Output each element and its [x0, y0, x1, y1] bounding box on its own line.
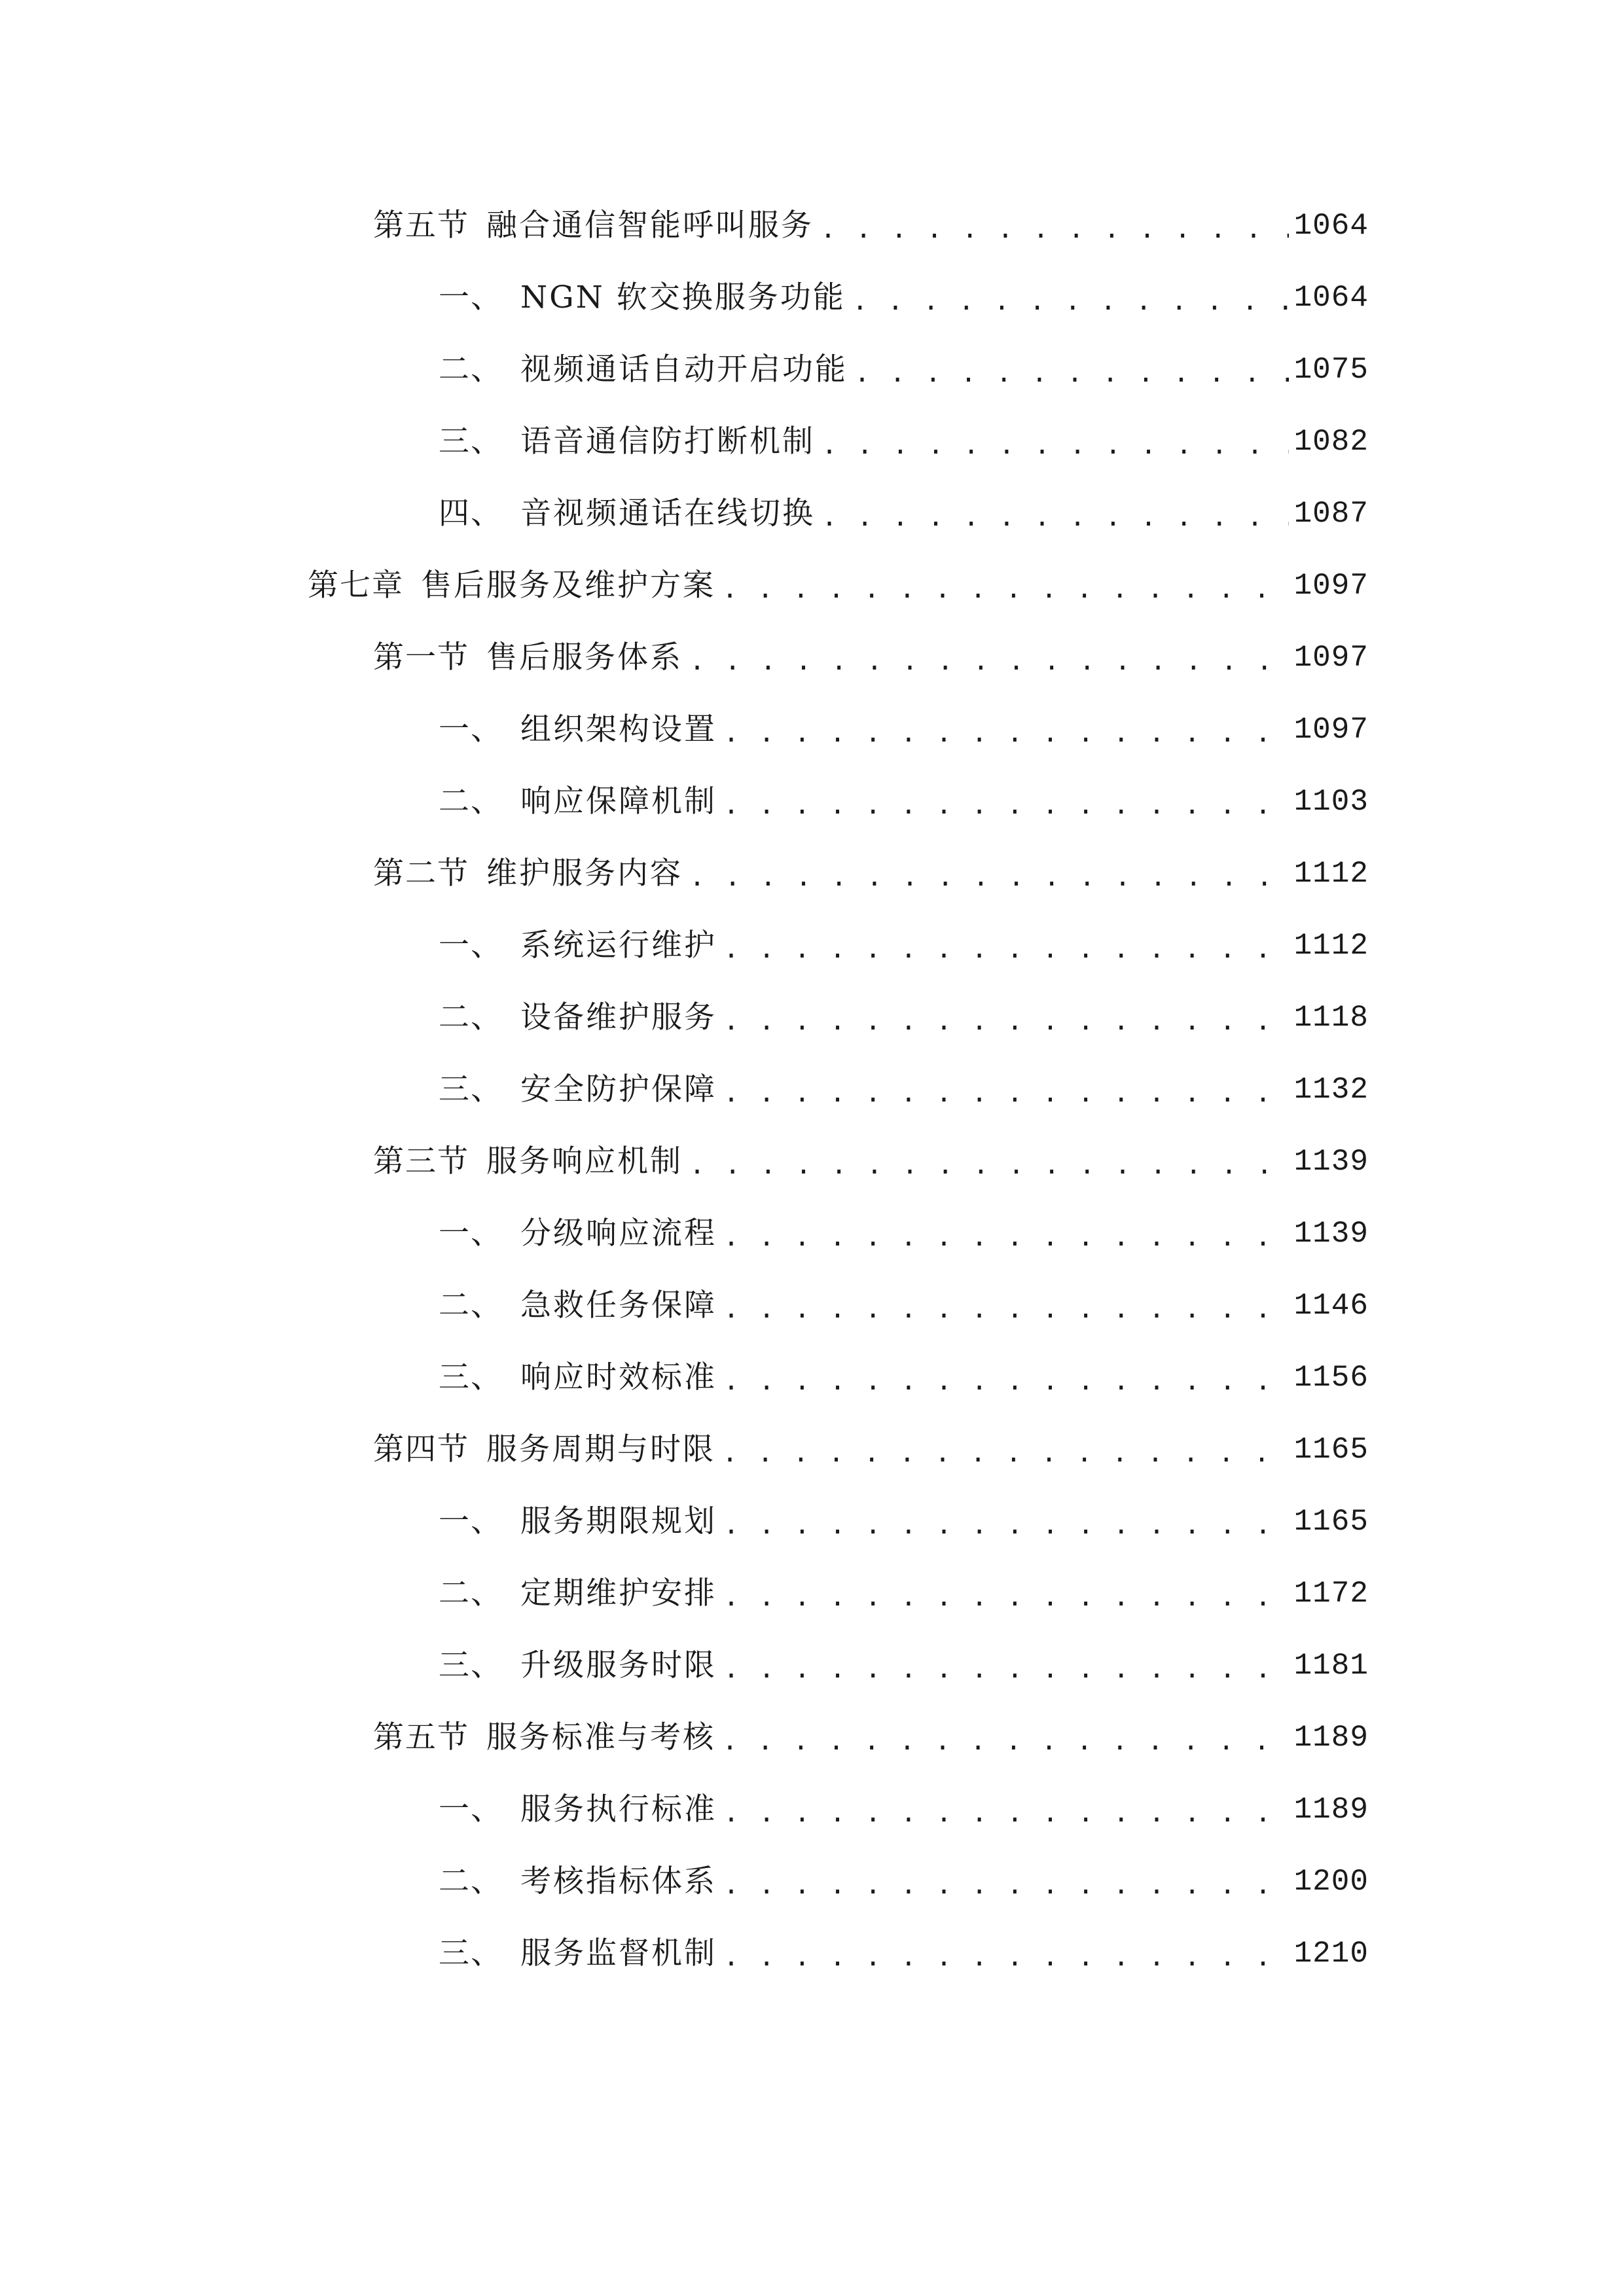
toc-entry-item[interactable]: [0, 478, 1624, 550]
dot-leader: [820, 206, 1289, 245]
toc-page-number: 1132: [1293, 1073, 1369, 1107]
dot-leader: [689, 1142, 1289, 1181]
toc-page-number: 1181: [1293, 1649, 1369, 1683]
toc-entry-number: 三、: [439, 423, 503, 459]
toc-entry-heading: 服务监督机制: [520, 1935, 717, 1971]
toc-entry-title: [439, 1574, 717, 1613]
toc-entry-title: [308, 566, 715, 605]
toc-entry-heading: 设备维护服务: [520, 999, 717, 1035]
toc-entry-title: [439, 1862, 717, 1901]
toc-entry-heading: 售后服务体系: [486, 639, 683, 675]
toc-entry-title: [439, 782, 717, 821]
toc-entry-item[interactable]: [0, 1918, 1624, 1990]
toc-entry-number: 一、: [439, 1791, 503, 1827]
toc-page-number: 1112: [1293, 929, 1369, 963]
toc-page-number: 1189: [1293, 1793, 1369, 1827]
dot-leader: [722, 1718, 1289, 1757]
toc-entry-title: [439, 926, 717, 965]
toc-page-number: 1064: [1293, 209, 1369, 243]
toc-entry-title: [439, 1934, 717, 1973]
toc-entry-item[interactable]: [0, 1054, 1624, 1126]
dot-leader: [723, 1862, 1289, 1901]
toc-page-number: 1087: [1293, 497, 1369, 531]
toc-entry-heading: 考核指标体系: [520, 1863, 717, 1899]
dot-leader: [723, 1214, 1289, 1253]
toc-entry-number: 二、: [439, 1575, 503, 1611]
toc-entry-number: 第一节: [373, 639, 469, 675]
toc-entry-title: [439, 1358, 717, 1397]
toc-entry-number: 二、: [439, 1287, 503, 1323]
toc-entry-title: [439, 1286, 717, 1325]
toc-entry-item[interactable]: [0, 1342, 1624, 1414]
toc-entry-section[interactable]: [0, 1414, 1624, 1486]
toc-page-number: 1118: [1293, 1001, 1369, 1035]
table-of-contents: [0, 190, 1624, 1990]
toc-page-number: 1210: [1293, 1937, 1369, 1971]
toc-entry-item[interactable]: [0, 406, 1624, 478]
toc-entry-heading: 系统运行维护: [520, 927, 717, 963]
toc-page-number: 1156: [1293, 1361, 1369, 1395]
toc-entry-number: 第三节: [373, 1143, 469, 1179]
toc-entry-number: 一、: [439, 1503, 503, 1539]
toc-entry-number: 第四节: [373, 1431, 469, 1467]
dot-leader: [689, 638, 1289, 677]
toc-entry-title: [439, 278, 846, 317]
toc-entry-title: [439, 350, 848, 389]
toc-entry-item[interactable]: [0, 1558, 1624, 1630]
toc-entry-title: [373, 1430, 715, 1469]
toc-entry-number: 三、: [439, 1647, 503, 1683]
toc-entry-heading: 融合通信智能呼叫服务: [486, 207, 814, 243]
toc-entry-heading: 急救任务保障: [520, 1287, 717, 1323]
dot-leader: [723, 1646, 1289, 1685]
toc-entry-title: [439, 1502, 717, 1541]
toc-entry-title: [439, 422, 815, 461]
dot-leader: [723, 998, 1289, 1037]
toc-entry-title: [439, 1790, 717, 1829]
toc-page-number: 1165: [1293, 1505, 1369, 1539]
toc-entry-number: 第二节: [373, 855, 469, 891]
toc-entry-heading: 售后服务及维护方案: [421, 567, 715, 603]
dot-leader: [723, 782, 1289, 821]
toc-entry-number: 一、: [439, 279, 503, 315]
toc-entry-heading: 语音通信防打断机制: [520, 423, 815, 459]
toc-entry-item[interactable]: [0, 334, 1624, 406]
toc-entry-number: 第七章: [308, 567, 404, 603]
toc-entry-section[interactable]: [0, 190, 1624, 262]
toc-entry-heading: 分级响应流程: [520, 1215, 717, 1251]
toc-entry-title: [439, 494, 815, 533]
toc-entry-heading: 响应保障机制: [520, 783, 717, 819]
toc-entry-item[interactable]: [0, 1198, 1624, 1270]
toc-page-number: 1189: [1293, 1721, 1369, 1755]
toc-entry-number: 四、: [439, 495, 503, 531]
dot-leader: [722, 566, 1289, 605]
toc-entry-heading: 维护服务内容: [486, 855, 683, 891]
toc-entry-section[interactable]: [0, 1126, 1624, 1198]
toc-entry-item[interactable]: [0, 982, 1624, 1054]
toc-page-number: 1097: [1293, 641, 1369, 675]
toc-entry-heading: 定期维护安排: [520, 1575, 717, 1611]
toc-entry-section[interactable]: [0, 622, 1624, 694]
toc-entry-number: 第五节: [373, 1719, 469, 1755]
toc-page-number: 1165: [1293, 1433, 1369, 1467]
toc-entry-item[interactable]: [0, 1270, 1624, 1342]
toc-entry-heading: 响应时效标准: [520, 1359, 717, 1395]
toc-entry-item[interactable]: [0, 1486, 1624, 1558]
toc-entry-title: [373, 638, 683, 677]
toc-page-number: 1146: [1293, 1289, 1369, 1323]
dot-leader: [852, 278, 1289, 317]
toc-page-number: 1082: [1293, 425, 1369, 459]
toc-entry-number: 三、: [439, 1071, 503, 1107]
toc-entry-number: 二、: [439, 351, 503, 387]
toc-entry-number: 一、: [439, 711, 503, 747]
toc-entry-heading: 服务响应机制: [486, 1143, 683, 1179]
dot-leader: [723, 1070, 1289, 1109]
dot-leader: [854, 350, 1289, 389]
toc-page-number: 1139: [1293, 1217, 1369, 1251]
toc-entry-number: 一、: [439, 927, 503, 963]
toc-entry-chapter[interactable]: [0, 550, 1624, 622]
toc-page-number: 1172: [1293, 1577, 1369, 1611]
toc-page-number: 1139: [1293, 1145, 1369, 1179]
toc-entry-number: 二、: [439, 783, 503, 819]
toc-page-number: 1200: [1293, 1865, 1369, 1899]
toc-entry-heading: 视频通话自动开启功能: [520, 351, 848, 387]
toc-entry-heading: NGN 软交换服务功能: [520, 279, 846, 315]
toc-entry-item[interactable]: [0, 910, 1624, 982]
dot-leader: [821, 422, 1289, 461]
toc-entry-title: [373, 206, 814, 245]
toc-entry-item[interactable]: [0, 1774, 1624, 1846]
dot-leader: [723, 1934, 1289, 1973]
toc-entry-heading: 安全防护保障: [520, 1071, 717, 1107]
toc-entry-title: [439, 1646, 717, 1685]
dot-leader: [689, 854, 1289, 893]
toc-entry-item[interactable]: [0, 766, 1624, 838]
toc-entry-item[interactable]: [0, 262, 1624, 334]
toc-page-number: 1097: [1293, 569, 1369, 603]
toc-entry-item[interactable]: [0, 1846, 1624, 1918]
toc-entry-number: 一、: [439, 1215, 503, 1251]
dot-leader: [723, 926, 1289, 965]
dot-leader: [723, 1286, 1289, 1325]
toc-page-number: 1075: [1293, 353, 1369, 387]
toc-entry-title: [373, 854, 683, 893]
toc-entry-number: 三、: [439, 1359, 503, 1395]
dot-leader: [723, 1790, 1289, 1829]
toc-entry-heading: 组织架构设置: [520, 711, 717, 747]
toc-entry-title: [439, 998, 717, 1037]
toc-entry-item[interactable]: [0, 1630, 1624, 1702]
toc-page-number: 1112: [1293, 857, 1369, 891]
toc-entry-title: [439, 1214, 717, 1253]
dot-leader: [723, 1574, 1289, 1613]
dot-leader: [723, 710, 1289, 749]
toc-page-number: 1097: [1293, 713, 1369, 747]
toc-entry-title: [439, 1070, 717, 1109]
toc-entry-title: [439, 710, 717, 749]
toc-entry-number: 第五节: [373, 207, 469, 243]
toc-entry-number: 二、: [439, 999, 503, 1035]
dot-leader: [821, 494, 1289, 533]
toc-entry-number: 二、: [439, 1863, 503, 1899]
toc-entry-heading: 音视频通话在线切换: [520, 495, 815, 531]
toc-entry-item[interactable]: [0, 694, 1624, 766]
toc-entry-heading: 服务标准与考核: [486, 1719, 715, 1755]
toc-entry-heading: 服务执行标准: [520, 1791, 717, 1827]
toc-page-number: 1064: [1293, 281, 1369, 315]
toc-entry-number: 三、: [439, 1935, 503, 1971]
dot-leader: [722, 1430, 1289, 1469]
toc-entry-section[interactable]: [0, 838, 1624, 910]
toc-entry-heading: 服务周期与时限: [486, 1431, 715, 1467]
dot-leader: [723, 1502, 1289, 1541]
toc-entry-heading: 服务期限规划: [520, 1503, 717, 1539]
toc-entry-title: [373, 1142, 683, 1181]
toc-entry-heading: 升级服务时限: [520, 1647, 717, 1683]
toc-page-number: 1103: [1293, 785, 1369, 819]
toc-entry-section[interactable]: [0, 1702, 1624, 1774]
dot-leader: [723, 1358, 1289, 1397]
toc-entry-title: [373, 1718, 715, 1757]
